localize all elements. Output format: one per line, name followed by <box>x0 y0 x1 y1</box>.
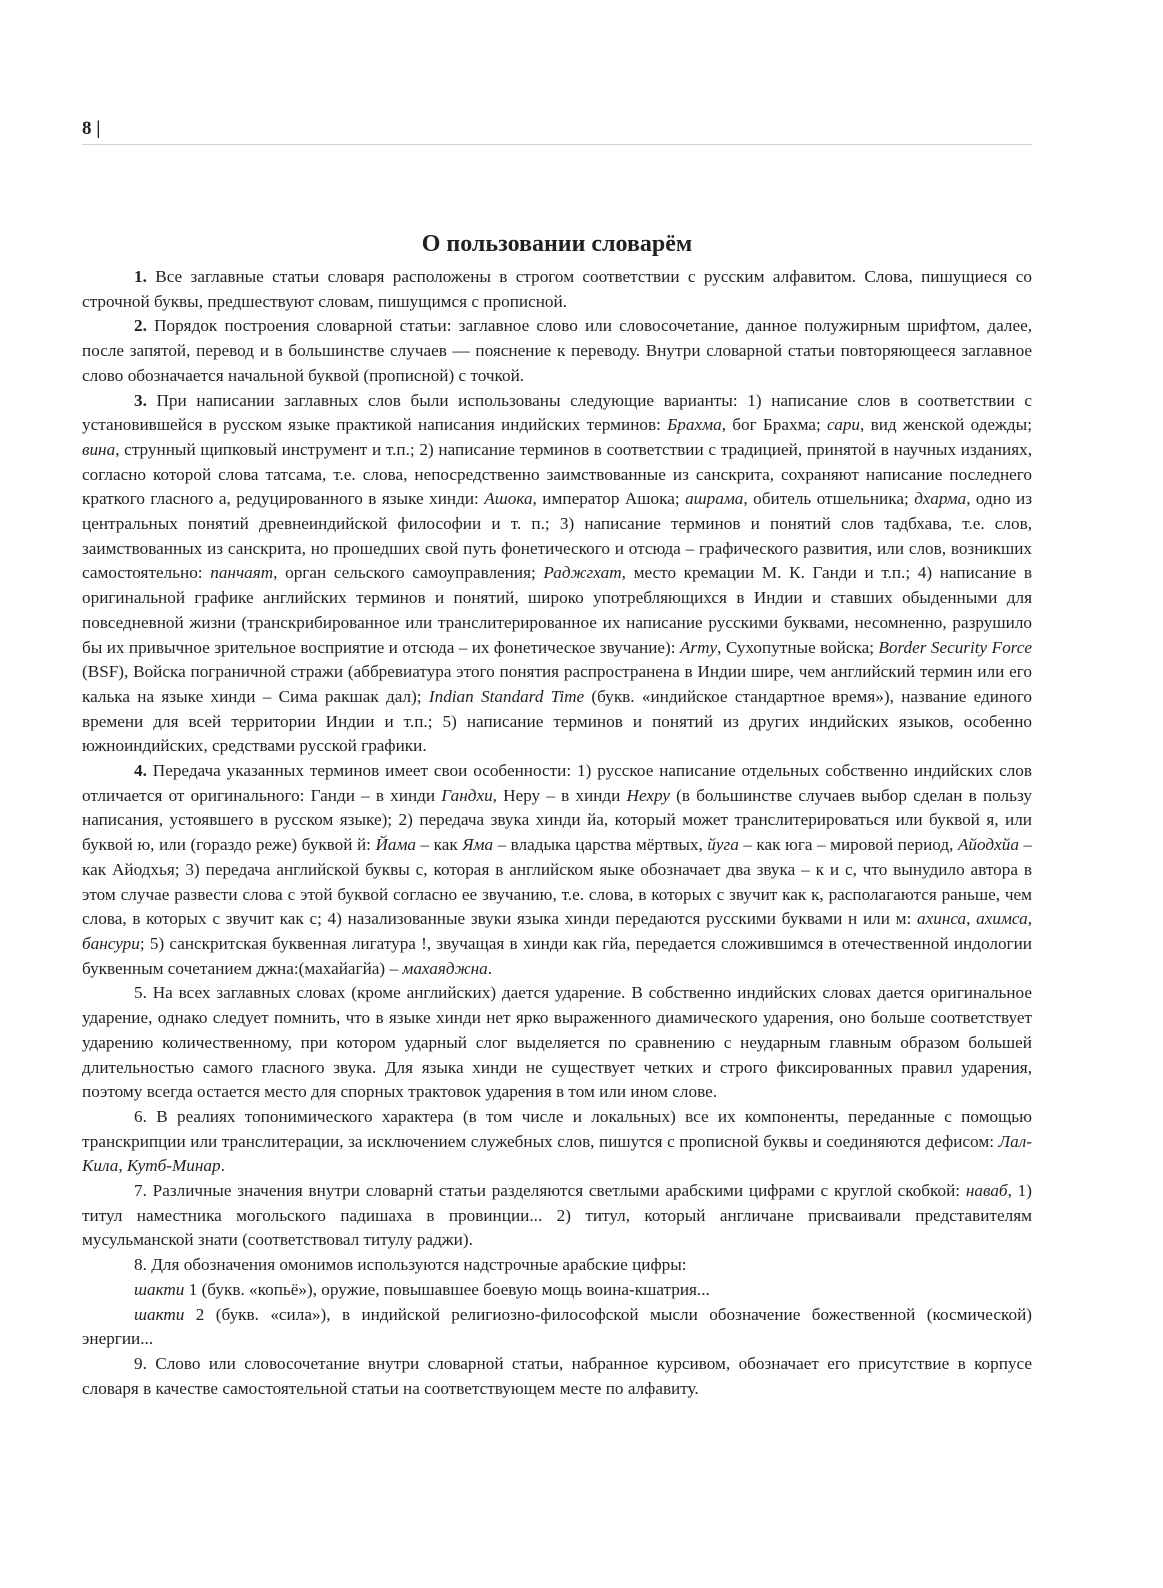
section-number: 6. <box>134 1106 147 1126</box>
text-run: , <box>966 909 977 929</box>
italic-term: Border Security Force <box>878 637 1032 657</box>
text-run: При написании заглавных слов были использованы следующие варианты: 1) написание слов в соответствии с установившейся в русском языке практикой написания индийских терминов: <box>82 390 1032 435</box>
section-paragraph <box>82 1179 1032 1253</box>
italic-term: вина <box>82 439 116 459</box>
text-run: , орган сельского самоуправления; <box>273 563 544 583</box>
text-run: ; 5) санскритская буквенная лигатура !, звучащая в хинди как гйа, передается сложившимся в отечественной индологии буквенным сочетанием джна:(махайагйа) – <box>82 933 1032 978</box>
sections-body <box>82 265 1032 1401</box>
text-run: В реалиях топонимического характера (в том числе и локальных) все их компоненты, переданные с помощью транскрипции или транслитерации, за исключением служебных слов, пишутся с прописной буквы и соединяются дефисом: <box>82 1106 1032 1151</box>
italic-term: шакти <box>134 1279 185 1299</box>
text-run: , одно из центральных понятий древнеиндийской философии и т. п.; 3) написание терминов и понятий слов тадбхава, т.е. слов, заимствованных из санскрита, но прошедших свой путь фонетического и отсюда – графического развития, или слов, возникших самостоятельно: <box>82 489 1033 583</box>
text-run: – как <box>416 835 463 855</box>
italic-term: Ашока <box>484 489 533 509</box>
text-run: – как Айодхья; 3) передача английской буквы с, которая в английском яыке обозначает два звука – к и с, что вынудило автора в этом случае развести слова с этой буквой согласно ее звучанию, т.е. слова, в которых с звучит как к, располагаются раньше, чем слова, в которых с звучит как с; 4) назализованные звуки языка хинди передаются русскими буквами н или м: <box>82 835 1033 929</box>
italic-term: Яма <box>462 835 494 855</box>
text-run: – как юга – мировой период, <box>738 835 958 855</box>
text-run: 1 (букв. «копьё»), оружие, повышавшее боевую мощь воина-кшатрия... <box>184 1279 710 1299</box>
text-run: , место кремации М. К. Ганди и т.п.; 4) написание в оригинальной графике английских терминов и понятий, широко употребляющихся в Индии и ставших обыденными для повседневной жизни (транскрибированное или транслитерированное их написание русскими буквами, несомненно, разрушило бы их привычное зрительное восприятие и отсюда – их фонетическое звучание): <box>82 563 1032 657</box>
italic-term: ашрама <box>685 489 744 509</box>
italic-term: ахимса <box>976 909 1028 929</box>
text-run: (BSF), Войска пограничной стражи (аббревиатура этого понятия распространена в Индии шире, чем английский термин или его калька на языке хинди – Сима ракшак дал); <box>82 662 1032 706</box>
page-content <box>82 228 1032 1401</box>
section-paragraph <box>82 389 1032 760</box>
text-run: – владыка царства мёртвых, <box>493 835 708 855</box>
section-number: 8. <box>134 1255 147 1275</box>
italic-term: Брахма <box>667 415 722 435</box>
section-number: 5. <box>134 983 147 1003</box>
page-title: О пользовании словарём <box>421 231 693 257</box>
text-run: На всех заглавных словах (кроме английских) дается ударение. В собственно индийских словах дается оригинальное ударение, однако следует помнить, что в языке хинди нет ярко выраженного диамического ударения, оно больше соответствует ударению количественному, при котором ударный слог выделяется по сравнению с неударным главным образом большей длительностью самого гласного звука. Для языка хинди не существует четких и строго фиксированных правил ударения, поэтому всегда остается место для спорных трактовок ударения в том или ином слове. <box>82 983 1032 1102</box>
italic-term: Нехру <box>626 785 670 805</box>
section-paragraph <box>82 1278 1032 1303</box>
section-paragraph <box>82 1105 1032 1179</box>
section-paragraph <box>82 1352 1032 1401</box>
italic-term: шакти <box>134 1304 185 1324</box>
text-run: . <box>220 1156 225 1176</box>
text-run: Для обозначения омонимов используются надстрочные арабские цифры: <box>146 1255 687 1275</box>
text-run: , обитель отшельника; <box>743 489 915 509</box>
italic-term: Гандхи <box>441 785 493 805</box>
text-run: Передача указанных терминов имеет свои особенности: 1) русское написание отдельных собственно индийских слов отличается от оригинального: Ганди – в хинди <box>82 761 1032 805</box>
section-number: 3. <box>134 390 147 410</box>
section-number: 2. <box>134 316 147 336</box>
italic-term: ахинса <box>917 909 967 929</box>
italic-term: Army <box>679 637 718 657</box>
italic-term: йуга <box>707 835 739 855</box>
text-run: Слово или словосочетание внутри словарной статьи, набранное курсивом, обозначает его присутствие в корпусе словаря в качестве самостоятельной статьи на соответствующем месте по алфавиту. <box>82 1353 1032 1398</box>
italic-term: Айодхйа <box>957 835 1019 855</box>
section-paragraph <box>82 314 1032 388</box>
italic-term: дхарма <box>914 489 967 509</box>
italic-term: наваб <box>965 1181 1008 1201</box>
section-paragraph <box>82 265 1032 314</box>
text-run: , 1) титул наместника могольского падишаха в провинции... 2) титул, который англичане присваивали представителям мусульманской знати (соответствовал титулу раджи). <box>82 1181 1032 1250</box>
italic-term: сари <box>827 415 861 435</box>
italic-term: Indian Standard Time <box>428 686 585 706</box>
text-run: , бог Брахма; <box>721 415 828 435</box>
text-run: Порядок построения словарной статьи: заглавное слово или словосочетание, данное полужирным шрифтом, далее, после запятой, перевод и в большинстве случаев — пояснение к переводу. Внутри словарной статьи повторяющееся заглавное слово обозначается начальной буквой (прописной) с точкой. <box>82 316 1032 385</box>
text-run: . <box>487 958 492 978</box>
text-run: , струнный щипковый инструмент и т.п.; 2) написание терминов в соответствии с традицией, принятой в научных изданиях, согласно которой слова татсама, т.е. слова, непосредственно заимствованные из санскрита, сохраняют написание последнего краткого гласного а, редуцированного в языке хинди: <box>82 439 1032 509</box>
text-run: (букв. «индийское стандартное время»), название единого времени для всей территории Индии и т.п.; 5) написание терминов и понятий из других индийских языков, особенно южноиндийских, средствами русской графики. <box>82 686 1032 756</box>
section-paragraph <box>82 759 1032 981</box>
text-run: Различные значения внутри словарнй статьи разделяются светлыми арабскими цифрами с круглой скобкой: <box>146 1181 966 1201</box>
text-run: , <box>1027 909 1032 929</box>
page-number: 8 | <box>82 116 1032 145</box>
section-number: 1. <box>134 267 147 286</box>
text-run: , вид женской одежды; <box>860 415 1032 435</box>
text-run: 2 (букв. «сила»), в индийской религиозно-философской мысли обозначение божественной (космической) энергии... <box>82 1304 1032 1349</box>
section-paragraph <box>82 981 1032 1105</box>
text-run: , император Ашока; <box>532 489 686 509</box>
section-number: 4. <box>134 761 147 781</box>
section-number: 9. <box>134 1353 147 1373</box>
italic-term: махаяджна <box>402 958 488 978</box>
italic-term: Раджгхат <box>543 563 622 583</box>
section-paragraph <box>82 1253 1032 1278</box>
text-run: , <box>118 1156 127 1176</box>
italic-term: Кутб-Минар <box>126 1156 221 1176</box>
italic-term: Лал-Кила <box>82 1131 1032 1176</box>
text-run: , Неру – в хинди <box>492 785 627 805</box>
section-paragraph <box>82 1303 1032 1352</box>
text-run: Все заглавные статьи словаря расположены в строгом соответствии с русским алфавитом. Слова, пишущиеся со строчной буквы, предшествуют словам, пишущимся с прописной. <box>82 267 1032 311</box>
text-run: (в большинстве случаев выбор сделан в пользу написания, устоявшего в русском языке); 2) передача звука хинди йа, который может транслитерироваться или буквой я, или буквой ю, или (гораздо реже) буквой й: <box>82 785 1032 855</box>
italic-term: Йама <box>375 835 417 855</box>
section-number: 7. <box>134 1181 147 1201</box>
italic-term: бансури <box>82 933 140 953</box>
text-run: , Сухопутные войска; <box>717 637 879 657</box>
italic-term: панчаят <box>210 563 274 583</box>
